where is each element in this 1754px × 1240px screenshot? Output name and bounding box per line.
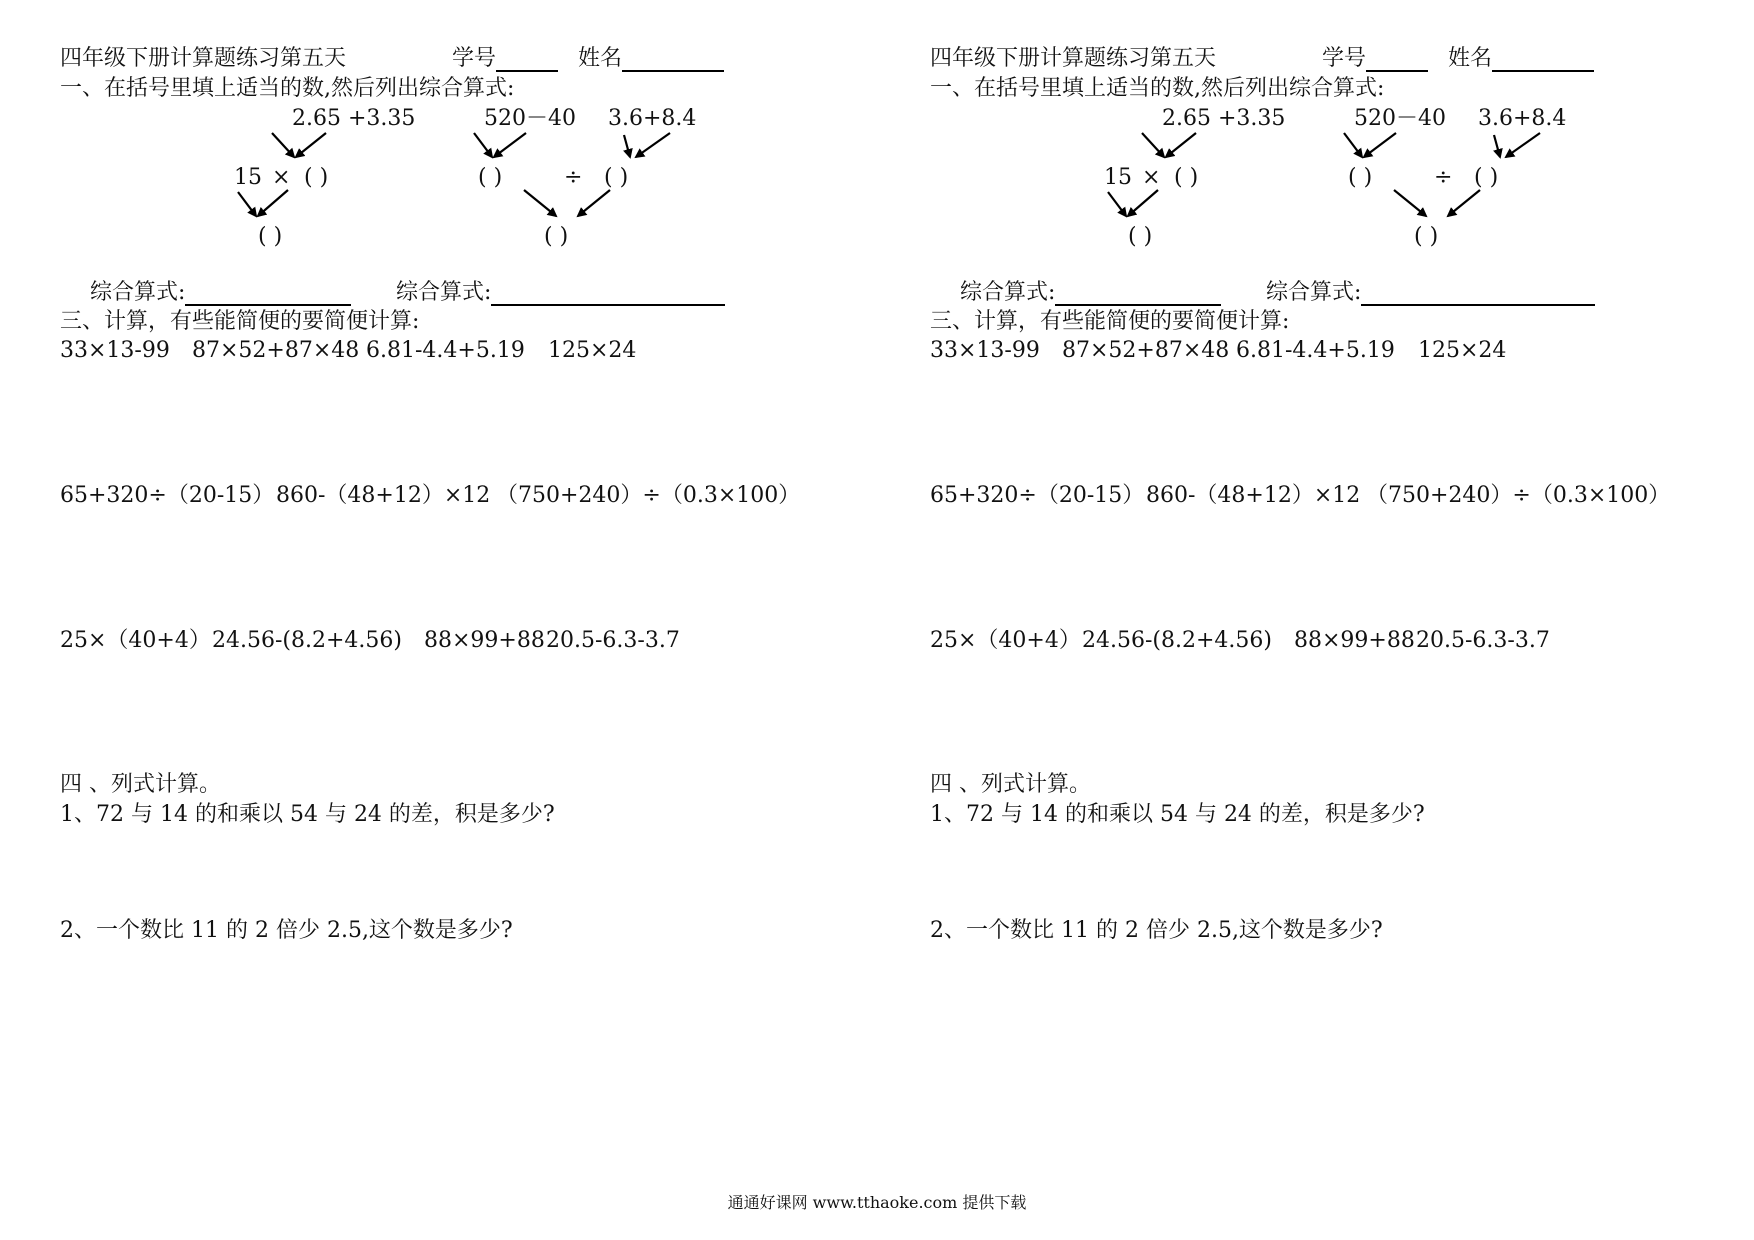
tree-arrows [930, 0, 1754, 300]
arrow-icon [1494, 135, 1500, 157]
calc-problem: 20.5-6.3-3.7 [1416, 628, 1550, 653]
tree1-mid-operator: × [1142, 165, 1161, 190]
calc-problem: 88×99+88 [1294, 628, 1415, 653]
calc-problem: 125×24 [1418, 338, 1507, 363]
tree2-mid-operator: ÷ [564, 165, 583, 190]
calc-problem: 24.56-(8.2+4.56) [212, 628, 402, 653]
arrow-icon [1506, 133, 1540, 157]
word-problem-1: 1、72 与 14 的和乘以 54 与 24 的差，积是多少? [60, 802, 555, 827]
tree1-mid-answer-blank[interactable]: ( ) [1174, 165, 1199, 190]
name-label: 姓名 [578, 46, 623, 71]
calc-problem: 25×（40+4） [930, 628, 1081, 653]
tree1-bottom-answer-blank[interactable]: ( ) [1128, 224, 1153, 249]
formula1-field[interactable] [90, 280, 351, 306]
calc-problem: 87×52+87×48 [1062, 338, 1230, 363]
tree1-mid-answer-blank[interactable]: ( ) [304, 165, 329, 190]
calc-problem: 25×（40+4） [60, 628, 211, 653]
tree2-mid-left-answer-blank[interactable]: ( ) [478, 165, 503, 190]
tree2-top-right-expression: 3.6+8.4 [1478, 106, 1567, 131]
tree2-mid-right-answer-blank[interactable]: ( ) [1474, 165, 1499, 190]
arrow-icon [474, 133, 492, 157]
tree2-mid-left-answer-blank[interactable]: ( ) [1348, 165, 1373, 190]
calc-problem: 88×99+88 [424, 628, 545, 653]
arrow-icon [1128, 190, 1158, 216]
tree2-mid-operator: ÷ [1434, 165, 1453, 190]
student-number-label: 学号 [452, 46, 497, 71]
formula2-field[interactable] [396, 280, 725, 306]
arrow-icon [1108, 192, 1126, 216]
tree2-bottom-answer-blank[interactable]: ( ) [544, 224, 569, 249]
word-problem-1: 1、72 与 14 的和乘以 54 与 24 的差，积是多少? [930, 802, 1425, 827]
formula1-field[interactable] [960, 280, 1221, 306]
word-problem-2: 2、一个数比 11 的 2 倍少 2.5,这个数是多少? [60, 918, 513, 943]
calc-problem: 860-（48+12）×12 [276, 483, 491, 508]
word-problem-2: 2、一个数比 11 的 2 倍少 2.5,这个数是多少? [930, 918, 1383, 943]
tree1-mid-number: 15 [1104, 165, 1132, 190]
arrow-icon [636, 133, 670, 157]
arrow-icon [1344, 133, 1362, 157]
arrow-icon [524, 190, 556, 216]
formula1-blank[interactable] [185, 282, 351, 306]
arrow-icon [258, 190, 288, 216]
tree2-top-left-expression: 520－40 [1354, 106, 1446, 131]
arrow-icon [296, 133, 326, 157]
tree1-mid-operator: × [272, 165, 291, 190]
tree2-bottom-answer-blank[interactable]: ( ) [1414, 224, 1439, 249]
section4-heading: 四 、列式计算。 [930, 772, 1091, 797]
section1-heading: 一、在括号里填上适当的数,然后列出综合算式: [930, 76, 1385, 101]
arrow-icon [1166, 133, 1196, 157]
formula1-label: 综合算式: [90, 280, 186, 305]
arrow-icon [1364, 133, 1396, 157]
arrow-icon [624, 135, 630, 157]
calc-problem: 860-（48+12）×12 [1146, 483, 1361, 508]
tree1-top-expression: 2.65 +3.35 [292, 106, 416, 131]
calc-problem: 20.5-6.3-3.7 [546, 628, 680, 653]
calc-problem: （750+240）÷（0.3×100） [1366, 483, 1671, 508]
arrow-icon [1142, 133, 1164, 157]
formula1-label: 综合算式: [960, 280, 1056, 305]
formula2-blank[interactable] [491, 282, 725, 306]
section3-heading: 三、计算，有些能简便的要简便计算: [930, 309, 1290, 334]
section3-heading: 三、计算，有些能简便的要简便计算: [60, 309, 420, 334]
calc-problem: 6.81-4.4+5.19 [366, 338, 525, 363]
formula1-blank[interactable] [1055, 282, 1221, 306]
calc-problem: （750+240）÷（0.3×100） [496, 483, 801, 508]
worksheet-title: 四年级下册计算题练习第五天 [60, 46, 347, 71]
calc-problem: 6.81-4.4+5.19 [1236, 338, 1395, 363]
formula2-blank[interactable] [1361, 282, 1595, 306]
formula2-field[interactable] [1266, 280, 1595, 306]
worksheet-title: 四年级下册计算题练习第五天 [930, 46, 1217, 71]
tree-arrows [60, 0, 930, 300]
tree1-mid-number: 15 [234, 165, 262, 190]
section4-heading: 四 、列式计算。 [60, 772, 221, 797]
tree1-bottom-answer-blank[interactable]: ( ) [258, 224, 283, 249]
student-number-label: 学号 [1322, 46, 1367, 71]
worksheet-left [60, 0, 930, 1180]
tree1-top-expression: 2.65 +3.35 [1162, 106, 1286, 131]
calc-problem: 33×13-99 [930, 338, 1040, 363]
footer-credit: 通通好课网 www.tthaoke.com 提供下载 [727, 1193, 1027, 1212]
arrow-icon [272, 133, 294, 157]
calc-problem: 65+320÷（20-15） [930, 483, 1145, 508]
arrow-icon [238, 192, 256, 216]
calc-problem: 33×13-99 [60, 338, 170, 363]
arrow-icon [494, 133, 526, 157]
calc-problem: 24.56-(8.2+4.56) [1082, 628, 1272, 653]
calc-problem: 125×24 [548, 338, 637, 363]
calc-problem: 87×52+87×48 [192, 338, 360, 363]
formula2-label: 综合算式: [396, 280, 492, 305]
arrow-icon [1394, 190, 1426, 216]
tree2-top-right-expression: 3.6+8.4 [608, 106, 697, 131]
calc-problem: 65+320÷（20-15） [60, 483, 275, 508]
tree2-top-left-expression: 520－40 [484, 106, 576, 131]
arrow-icon [578, 190, 610, 216]
tree2-mid-right-answer-blank[interactable]: ( ) [604, 165, 629, 190]
worksheet-right [930, 0, 1754, 1180]
formula2-label: 综合算式: [1266, 280, 1362, 305]
section1-heading: 一、在括号里填上适当的数,然后列出综合算式: [60, 76, 515, 101]
name-label: 姓名 [1448, 46, 1493, 71]
arrow-icon [1448, 190, 1480, 216]
